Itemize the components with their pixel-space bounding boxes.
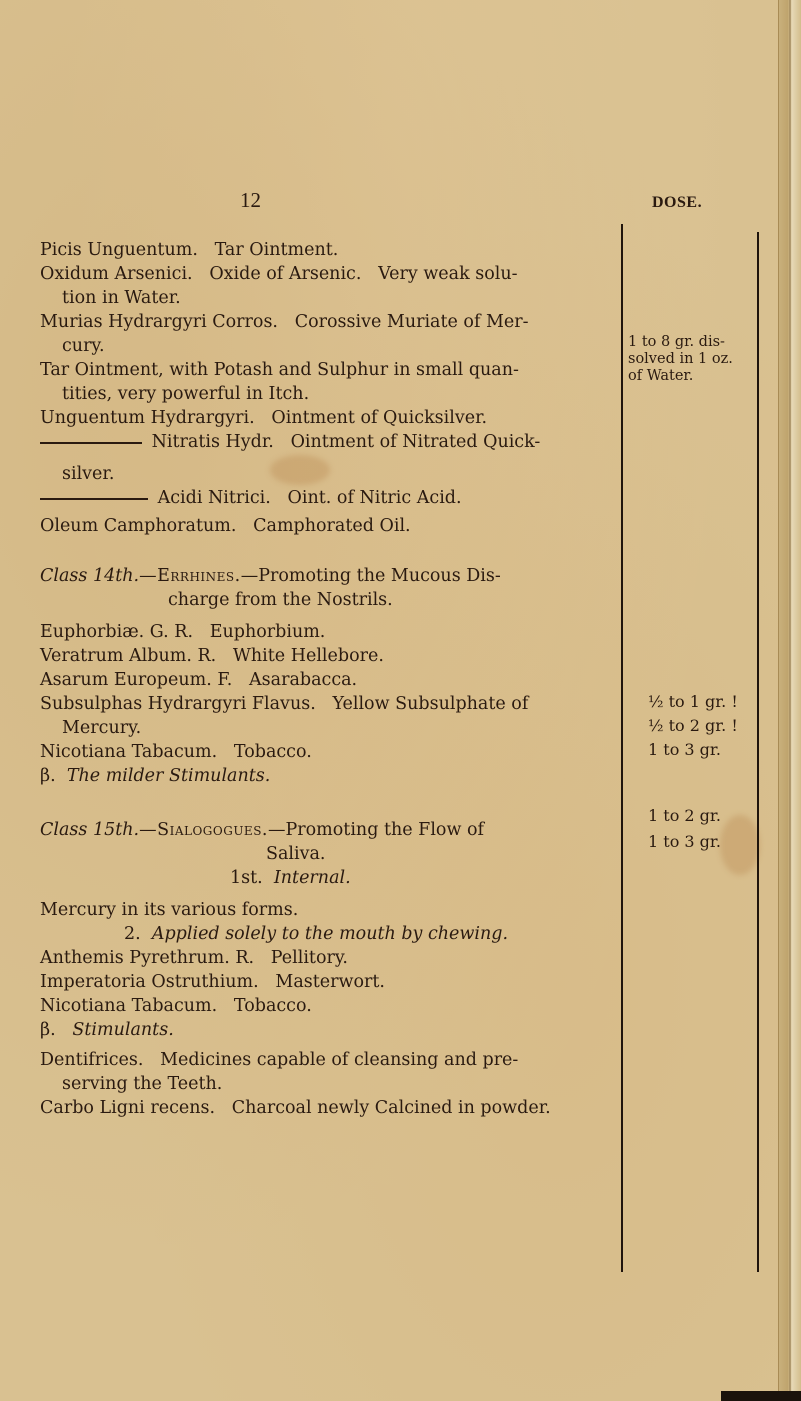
english-name: Euphorbium.: [209, 622, 326, 642]
entry-oxidum: [40, 262, 618, 286]
sub-number: 2.: [124, 924, 141, 944]
entry-tar-ointment: Tar Ointment, with Potash and Sulphur in small quan-: [40, 360, 519, 380]
latin-name: Picis Unguentum.: [40, 240, 198, 260]
dose-euphorbiae: ½ to 1 gr. !: [648, 692, 738, 711]
latin-name: Murias Hydrargyri Corros.: [40, 312, 278, 332]
continuation: tities, very powerful in Itch.: [62, 384, 310, 404]
dose-nicotiana: 1 to 3 gr.: [648, 832, 721, 851]
class14-heading: [40, 564, 618, 588]
latin-name: Nitratis Hydr.: [151, 432, 274, 452]
dose-column-header: DOSE.: [652, 194, 703, 211]
dose-subsulphas: 1 to 2 gr.: [648, 806, 721, 825]
english-name: Asarabacca.: [249, 670, 358, 690]
latin-name: Subsulphas Hydrargyri Flavus.: [40, 694, 316, 714]
latin-name: Oleum Camphoratum.: [40, 516, 237, 536]
dose-asarum: 1 to 3 gr.: [648, 740, 721, 759]
subhead-text: Stimulants.: [72, 1020, 174, 1040]
page-corner-shadow: [721, 1391, 801, 1401]
latin-name: Anthemis Pyrethrum. R.: [40, 948, 255, 968]
class-description: —Promoting the Flow of: [267, 820, 485, 840]
latin-name: Asarum Europeum. F.: [40, 670, 233, 690]
class-label: Class: [40, 820, 88, 840]
class15-sub2: [40, 922, 618, 946]
english-name: White Hellebore.: [232, 646, 384, 666]
english-name: Charcoal newly Calcined in powder.: [231, 1098, 551, 1118]
english-name: Ointment of Quicksilver.: [271, 408, 488, 428]
entry-nicotiana-2: [40, 994, 618, 1018]
ditto-rule: [40, 498, 148, 500]
entry-imperatoria: [40, 970, 618, 994]
continuation: cury.: [62, 336, 105, 356]
latin-name: Oxidum Arsenici.: [40, 264, 193, 284]
entry-oleum: [40, 514, 618, 538]
description: Medicines capable of cleansing and pre-: [160, 1050, 519, 1070]
dose-veratrum: ½ to 2 gr. !: [648, 716, 738, 735]
english-name: Masterwort.: [275, 972, 385, 992]
sub-title: Internal.: [273, 868, 351, 888]
dose-line: 1 to 8 gr. dis-: [628, 334, 725, 350]
english-name: Corossive Muriate of Mer-: [294, 312, 529, 332]
entry-unguentum: [40, 406, 618, 430]
page-number: 12: [240, 188, 261, 212]
entry-subsulphas: [40, 692, 618, 716]
continuation: Mercury.: [62, 718, 142, 738]
entry-mercury: Mercury in its various forms.: [40, 900, 299, 920]
class-description-cont: Saliva.: [266, 844, 326, 864]
continuation: silver.: [62, 464, 115, 484]
class15-heading: [40, 818, 618, 842]
entry-dentifrices: [40, 1048, 618, 1072]
entry-anthemis: [40, 946, 618, 970]
english-name: Ointment of Nitrated Quick-: [290, 432, 541, 452]
latin-name: Nicotiana Tabacum.: [40, 996, 218, 1016]
entry-veratrum: [40, 644, 618, 668]
english-name: Tar Ointment.: [214, 240, 339, 260]
english-name: Tobacco.: [233, 996, 312, 1016]
class14-subheading: [40, 764, 618, 788]
english-name: Yellow Subsulphate of: [332, 694, 529, 714]
entry-picis: [40, 238, 618, 262]
class-number: 15th.: [92, 820, 140, 840]
english-name: Pellitory.: [270, 948, 348, 968]
english-name: Tobacco.: [233, 742, 312, 762]
subhead-marker: β.: [40, 766, 56, 786]
class-name: —Errhines.: [139, 566, 241, 586]
english-name: Camphorated Oil.: [253, 516, 411, 536]
note: Very weak solu-: [378, 264, 518, 284]
entry-acidi: [40, 486, 618, 510]
subhead-text: The milder Stimulants.: [66, 766, 271, 786]
class-description: —Promoting the Mucous Dis-: [240, 566, 501, 586]
continuation: serving the Teeth.: [62, 1074, 223, 1094]
latin-name: Unguentum Hydrargyri.: [40, 408, 255, 428]
class-description-cont: charge from the Nostrils.: [168, 590, 393, 610]
entry-murias: [40, 310, 618, 334]
class-label: Class: [40, 566, 88, 586]
dose-line: of Water.: [628, 368, 694, 384]
dose-line: solved in 1 oz.: [628, 351, 733, 367]
latin-name: Euphorbiæ. G. R.: [40, 622, 194, 642]
subhead-marker: β.: [40, 1020, 56, 1040]
latin-name: Acidi Nitrici.: [157, 488, 271, 508]
latin-name: Veratrum Album. R.: [40, 646, 217, 666]
entry-carbo: [40, 1096, 618, 1120]
latin-name: Carbo Ligni recens.: [40, 1098, 216, 1118]
entry-euphorbiae: [40, 620, 618, 644]
english-name: Oint. of Nitric Acid.: [287, 488, 462, 508]
main-text-column: [40, 238, 618, 1120]
dose-column-left-rule: [621, 224, 623, 1272]
class15-subheading: [40, 1018, 618, 1042]
note-continuation: tion in Water.: [62, 288, 181, 308]
latin-name: Dentifrices.: [40, 1050, 144, 1070]
english-name: Oxide of Arsenic.: [209, 264, 362, 284]
dose-murias: [628, 334, 733, 385]
entry-nicotiana: [40, 740, 618, 764]
class-number: 14th.: [92, 566, 140, 586]
ditto-rule: [40, 442, 142, 444]
dose-column-right-rule: [757, 232, 759, 1272]
sub-title: Applied solely to the mouth by chewing.: [151, 924, 509, 944]
latin-name: Nicotiana Tabacum.: [40, 742, 218, 762]
sub-number: 1st.: [230, 868, 263, 888]
entry-asarum: [40, 668, 618, 692]
stain: [720, 815, 760, 875]
latin-name: Imperatoria Ostruthium.: [40, 972, 259, 992]
page-spine: [789, 0, 791, 1401]
class-name: —Sialogogues.: [139, 820, 268, 840]
class15-sub1: [40, 866, 618, 890]
entry-nitratis: [40, 430, 618, 454]
